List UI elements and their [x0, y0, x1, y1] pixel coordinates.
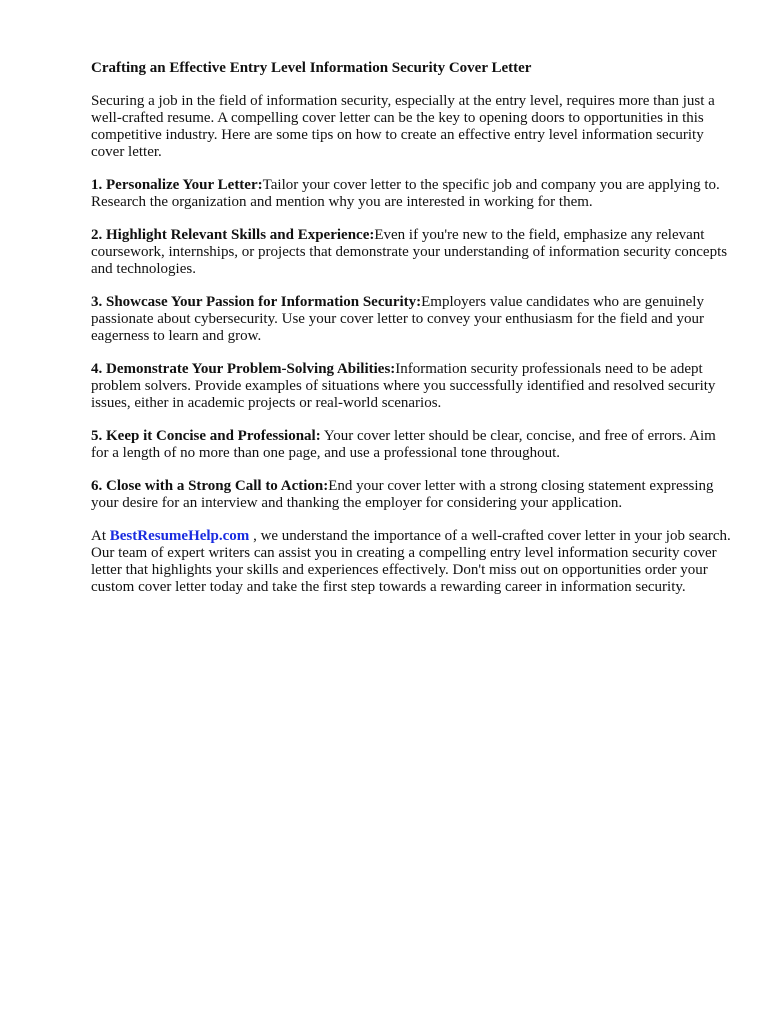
tip-6-heading: 6. Close with a Strong Call to Action:	[91, 478, 329, 494]
tip-2-heading: 2. Highlight Relevant Skills and Experience:	[91, 227, 375, 243]
document-title: Crafting an Effective Entry Level Information Security Cover Letter	[91, 60, 532, 76]
tip-5-heading: 5. Keep it Concise and Professional:	[91, 428, 321, 444]
bestresumehelp-link[interactable]: BestResumeHelp.com	[109, 528, 250, 544]
closing-suffix: , we understand the importance of a well-crafted cover letter in your job search. Our team of expert writers can assist you in creating a compelling entry level information security cover letter that highlights your skills and experiences effectively. Don't miss out on opportunities order your custom cover letter today and take the first step towards a rewarding career in information security.	[91, 528, 731, 595]
tip-2	[91, 227, 731, 278]
tip-5-body: Your cover letter should be clear, concise, and free of errors. Aim for a length of no more than one page, and use a professional tone throughout.	[91, 428, 716, 461]
tip-2-body: Even if you're new to the field, emphasize any relevant coursework, internships, or projects that demonstrate your understanding of information security concepts and technologies.	[91, 227, 728, 277]
tip-1-body: Tailor your cover letter to the specific job and company you are applying to. Research the organization and mention why you are interested in working for them.	[91, 177, 720, 210]
tip-4-body: Information security professionals need to be adept problem solvers. Provide examples of situations where you successfully identified and resolved security issues, either in academic projects or real-world scenarios.	[91, 361, 716, 411]
intro-paragraph: Securing a job in the field of information security, especially at the entry level, requires more than just a well-crafted resume. A compelling cover letter can be the key to opening doors to opportunities in this competitive industry. Here are some tips on how to create an effective entry level information security cover letter.	[91, 93, 715, 160]
tip-3-heading: 3. Showcase Your Passion for Information Security:	[91, 294, 422, 310]
document-page	[91, 60, 731, 612]
tip-3	[91, 294, 731, 345]
tip-5	[91, 428, 731, 462]
closing-prefix: At	[91, 528, 110, 544]
tip-1-heading: 1. Personalize Your Letter:	[91, 177, 263, 193]
tip-4	[91, 361, 731, 412]
tip-6-body: End your cover letter with a strong closing statement expressing your desire for an interview and thanking the employer for considering your application.	[91, 478, 714, 511]
tip-3-body: Employers value candidates who are genuinely passionate about cybersecurity. Use your cover letter to convey your enthusiasm for the field and your eagerness to learn and grow.	[91, 294, 705, 344]
tip-1	[91, 177, 731, 211]
tip-6	[91, 478, 731, 512]
tip-4-heading: 4. Demonstrate Your Problem-Solving Abilities:	[91, 361, 396, 377]
closing-paragraph	[91, 528, 731, 596]
